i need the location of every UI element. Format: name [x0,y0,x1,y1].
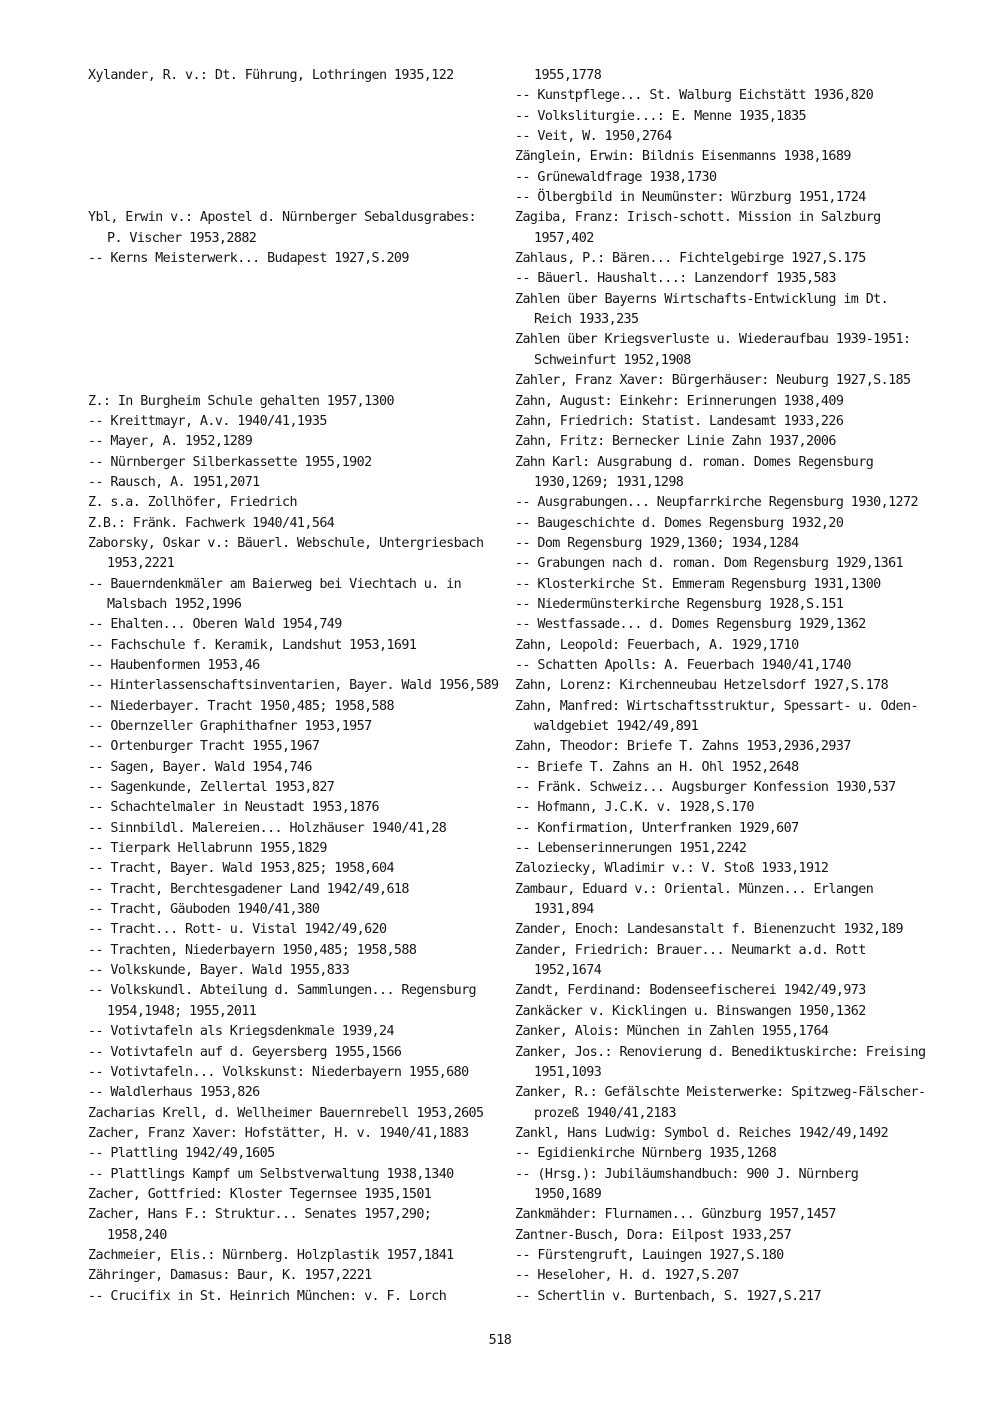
index-entry: -- Kreittmayr, A.v. 1940/41,1935 [88,413,327,429]
index-entry: -- Kerns Meisterwerk... Budapest 1927,S.209 [88,251,409,267]
index-entry: -- Baugeschichte d. Domes Regensburg 1932,20 [515,515,844,531]
index-column-right [515,66,965,1307]
index-entry: -- Bauerndenkmäler am Baierweg bei Viechtach u. in [88,576,462,592]
blank-line [88,371,508,391]
index-entry-continuation: 1931,894 [534,902,594,918]
index-entry: -- Klosterkirche St. Emmeram Regensburg 1931,1300 [515,576,881,592]
index-entry-continuation: prozeß 1940/41,2183 [534,1105,676,1121]
index-entry: Zacher, Gottfried: Kloster Tegernsee 1935,1501 [88,1186,432,1202]
index-entry: -- Ausgrabungen... Neupfarrkirche Regensburg 1930,1272 [515,495,918,511]
index-entry: -- Veit, W. 1950,2764 [515,129,672,145]
index-entry: Zacher, Hans F.: Struktur... Senates 1957,290; [88,1207,432,1223]
index-entry: -- Hinterlassenschaftsinventarien, Bayer. Wald 1956,589 [88,678,499,694]
index-entry: -- Tracht... Rott- u. Vistal 1942/49,620 [88,922,387,938]
index-entry: -- Fränk. Schweiz... Augsburger Konfession 1930,537 [515,780,896,796]
index-entry: -- Rausch, A. 1951,2071 [88,474,260,490]
index-entry: -- Tracht, Berchtesgadener Land 1942/49,618 [88,881,409,897]
index-entry-continuation: 1953,2221 [107,556,175,572]
index-entry: -- Tracht, Gäuboden 1940/41,380 [88,902,320,918]
index-entry: -- Waldlerhaus 1953,826 [88,1085,260,1101]
index-entry: Zahn, Lorenz: Kirchenneubau Hetzelsdorf 1927,S.178 [515,678,889,694]
index-entry: -- Trachten, Niederbayern 1950,485; 1958,588 [88,942,417,958]
index-entry: Zahn, Manfred: Wirtschaftsstruktur, Spessart- u. Oden- [515,698,918,714]
index-entry: Zahn, Fritz: Bernecker Linie Zahn 1937,2006 [515,434,836,450]
index-entry-continuation: 1958,240 [107,1227,167,1243]
index-entry: -- Sagen, Bayer. Wald 1954,746 [88,759,312,775]
index-entry: Zankäcker v. Kicklingen u. Binswangen 1950,1362 [515,1003,866,1019]
index-entry: -- (Hrsg.): Jubiläumshandbuch: 900 J. Nürnberg [515,1166,859,1182]
index-entry: -- Fachschule f. Keramik, Landshut 1953,1691 [88,637,417,653]
index-entry: Zahlen über Bayerns Wirtschafts-Entwicklung im Dt. [515,291,889,307]
index-entry: -- Obernzeller Graphithafner 1953,1957 [88,719,372,734]
index-entry: Zambaur, Eduard v.: Oriental. Münzen... Erlangen [515,881,874,897]
index-entry: -- Kunstpflege... St. Walburg Eichstätt 1936,820 [515,88,874,104]
index-entry-continuation: 1952,1674 [534,963,602,979]
index-entry: -- Heseloher, H. d. 1927,S.207 [515,1268,739,1284]
index-entry: Zagiba, Franz: Irisch-schott. Mission in Salzburg [515,210,881,226]
index-entry: -- Egidienkirche Nürnberg 1935,1268 [515,1146,777,1162]
index-entry-continuation: 1950,1689 [534,1186,602,1202]
index-entry: -- Niedermünsterkirche Regensburg 1928,S.151 [515,596,844,612]
index-entry: -- Mayer, A. 1952,1289 [88,434,253,450]
blank-line [88,107,508,127]
index-entry-continuation: 1957,402 [534,230,594,246]
index-entry: -- Schertlin v. Burtenbach, S. 1927,S.217 [515,1288,821,1304]
index-entry: -- Plattlings Kampf um Selbstverwaltung 1938,1340 [88,1166,454,1182]
index-entry: -- Volkskunde, Bayer. Wald 1955,833 [88,963,350,979]
index-entry: -- Westfassade... d. Domes Regensburg 1929,1362 [515,617,866,633]
blank-line [88,310,508,330]
index-entry: Ybl, Erwin v.: Apostel d. Nürnberger Sebaldusgrabes: [88,210,477,226]
index-entry: Zanker, R.: Gefälschte Meisterwerke: Spitzweg-Fälscher- [515,1085,926,1101]
index-entry: -- Votivtafeln als Kriegsdenkmale 1939,24 [88,1024,394,1040]
index-entry: Zaloziecky, Wladimir v.: V. Stoß 1933,1912 [515,861,829,877]
index-column-left [88,66,508,1307]
index-entry: Zaborsky, Oskar v.: Bäuerl. Webschule, Untergriesbach [88,535,484,551]
index-entry: Zahn Karl: Ausgrabung d. roman. Domes Regensburg [515,454,874,470]
index-entry: -- Hofmann, J.C.K. v. 1928,S.170 [515,800,754,816]
index-entry: Zankmähder: Flurnamen... Günzburg 1957,1457 [515,1207,836,1223]
index-entry: -- Bäuerl. Haushalt...: Lanzendorf 1935,583 [515,271,836,287]
index-entry: Zahlen über Kriegsverluste u. Wiederaufbau 1939-1951: [515,332,911,348]
index-entry: Z. s.a. Zollhöfer, Friedrich [88,495,297,511]
index-entry: Zantner-Busch, Dora: Eilpost 1933,257 [515,1227,792,1243]
index-entry: -- Briefe T. Zahns an H. Ohl 1952,2648 [515,759,799,775]
blank-line [88,188,508,208]
index-entry: -- Sagenkunde, Zellertal 1953,827 [88,780,335,796]
index-entry: Zacharias Krell, d. Wellheimer Bauernrebell 1953,2605 [88,1105,484,1121]
index-entry: Zankl, Hans Ludwig: Symbol d. Reiches 1942/49,1492 [515,1125,889,1141]
index-entry: Zahler, Franz Xaver: Bürgerhäuser: Neuburg 1927,S.185 [515,373,911,389]
blank-line [88,86,508,106]
index-entry: Zähringer, Damasus: Baur, K. 1957,2221 [88,1268,372,1284]
index-entry: -- Schatten Apolls: A. Feuerbach 1940/41,1740 [515,657,851,673]
blank-line [88,147,508,167]
index-entry-continuation: 1951,1093 [534,1064,602,1080]
page-number: 518 [488,1333,512,1348]
index-entry: -- Tierpark Hellabrunn 1955,1829 [88,841,327,857]
index-entry: Zahn, Friedrich: Statist. Landesamt 1933,226 [515,413,844,429]
blank-line [88,269,508,289]
index-entry: -- Plattling 1942/49,1605 [88,1146,275,1162]
index-entry: Zandt, Ferdinand: Bodenseefischerei 1942/49,973 [515,983,866,999]
index-entry: Zänglein, Erwin: Bildnis Eisenmanns 1938,1689 [515,149,851,165]
index-entry: Xylander, R. v.: Dt. Führung, Lothringen 1935,122 [88,68,454,83]
index-entry: -- Konfirmation, Unterfranken 1929,607 [515,820,799,836]
index-entry: Zahlaus, P.: Bären... Fichtelgebirge 1927,S.175 [515,251,866,267]
index-entry: Z.: In Burgheim Schule gehalten 1957,1300 [88,393,394,409]
index-entry-continuation: Schweinfurt 1952,1908 [534,352,691,368]
index-entry: -- Lebenserinnerungen 1951,2242 [515,841,747,857]
blank-line [88,127,508,147]
blank-line [88,351,508,371]
index-entry: -- Haubenformen 1953,46 [88,657,260,673]
index-entry: -- Volksliturgie...: E. Menne 1935,1835 [515,108,807,124]
index-entry: Zanker, Alois: München in Zahlen 1955,1764 [515,1024,829,1040]
index-entry-continuation: 1930,1269; 1931,1298 [534,474,684,490]
index-entry: -- Fürstengruft, Lauingen 1927,S.180 [515,1247,784,1263]
index-entry: Zahn, August: Einkehr: Erinnerungen 1938,409 [515,393,844,409]
index-entry: -- Nürnberger Silberkassette 1955,1902 [88,454,372,470]
index-entry: Zander, Enoch: Landesanstalt f. Bienenzucht 1932,189 [515,922,904,938]
blank-line [88,330,508,350]
index-entry: -- Crucifix in St. Heinrich München: v. F. Lorch [88,1288,447,1304]
index-entry: -- Tracht, Bayer. Wald 1953,825; 1958,604 [88,861,394,877]
index-entry-continuation: Reich 1933,235 [534,312,639,328]
index-entry-continuation: 1954,1948; 1955,2011 [107,1003,257,1019]
index-entry: Zahn, Leopold: Feuerbach, A. 1929,1710 [515,637,799,653]
index-entry: Zachmeier, Elis.: Nürnberg. Holzplastik 1957,1841 [88,1247,454,1263]
index-entry: -- Niederbayer. Tracht 1950,485; 1958,588 [88,698,394,714]
index-entry: Zahn, Theodor: Briefe T. Zahns 1953,2936,2937 [515,739,851,755]
index-entry: Zander, Friedrich: Brauer... Neumarkt a.d. Rott [515,942,866,958]
index-entry: -- Sinnbildl. Malereien... Holzhäuser 1940/41,28 [88,820,447,836]
index-entry: Z.B.: Fränk. Fachwerk 1940/41,564 [88,515,335,531]
index-entry: Zanker, Jos.: Renovierung d. Benediktuskirche: Freising [515,1044,926,1060]
index-entry: Zacher, Franz Xaver: Hofstätter, H. v. 1940/41,1883 [88,1125,469,1141]
index-entry-continuation: 1955,1778 [534,68,602,83]
index-entry: -- Dom Regensburg 1929,1360; 1934,1284 [515,535,799,551]
index-entry: -- Grabungen nach d. roman. Dom Regensburg 1929,1361 [515,556,904,572]
index-entry: -- Schachtelmaler in Neustadt 1953,1876 [88,800,380,816]
blank-line [88,290,508,310]
index-entry-continuation: P. Vischer 1953,2882 [107,230,257,246]
index-entry: -- Ortenburger Tracht 1955,1967 [88,739,320,755]
index-entry: -- Ölbergbild in Neumünster: Würzburg 1951,1724 [515,190,866,206]
index-entry: -- Ehalten... Oberen Wald 1954,749 [88,617,342,633]
index-entry: -- Grünewaldfrage 1938,1730 [515,169,717,185]
blank-line [88,168,508,188]
index-entry: -- Votivtafeln... Volkskunst: Niederbayern 1955,680 [88,1064,469,1080]
index-entry: -- Votivtafeln auf d. Geyersberg 1955,1566 [88,1044,402,1060]
index-entry-continuation: waldgebiet 1942/49,891 [534,719,699,734]
index-entry-continuation: Malsbach 1952,1996 [107,596,242,612]
index-entry: -- Volkskundl. Abteilung d. Sammlungen... Regensburg [88,983,477,999]
